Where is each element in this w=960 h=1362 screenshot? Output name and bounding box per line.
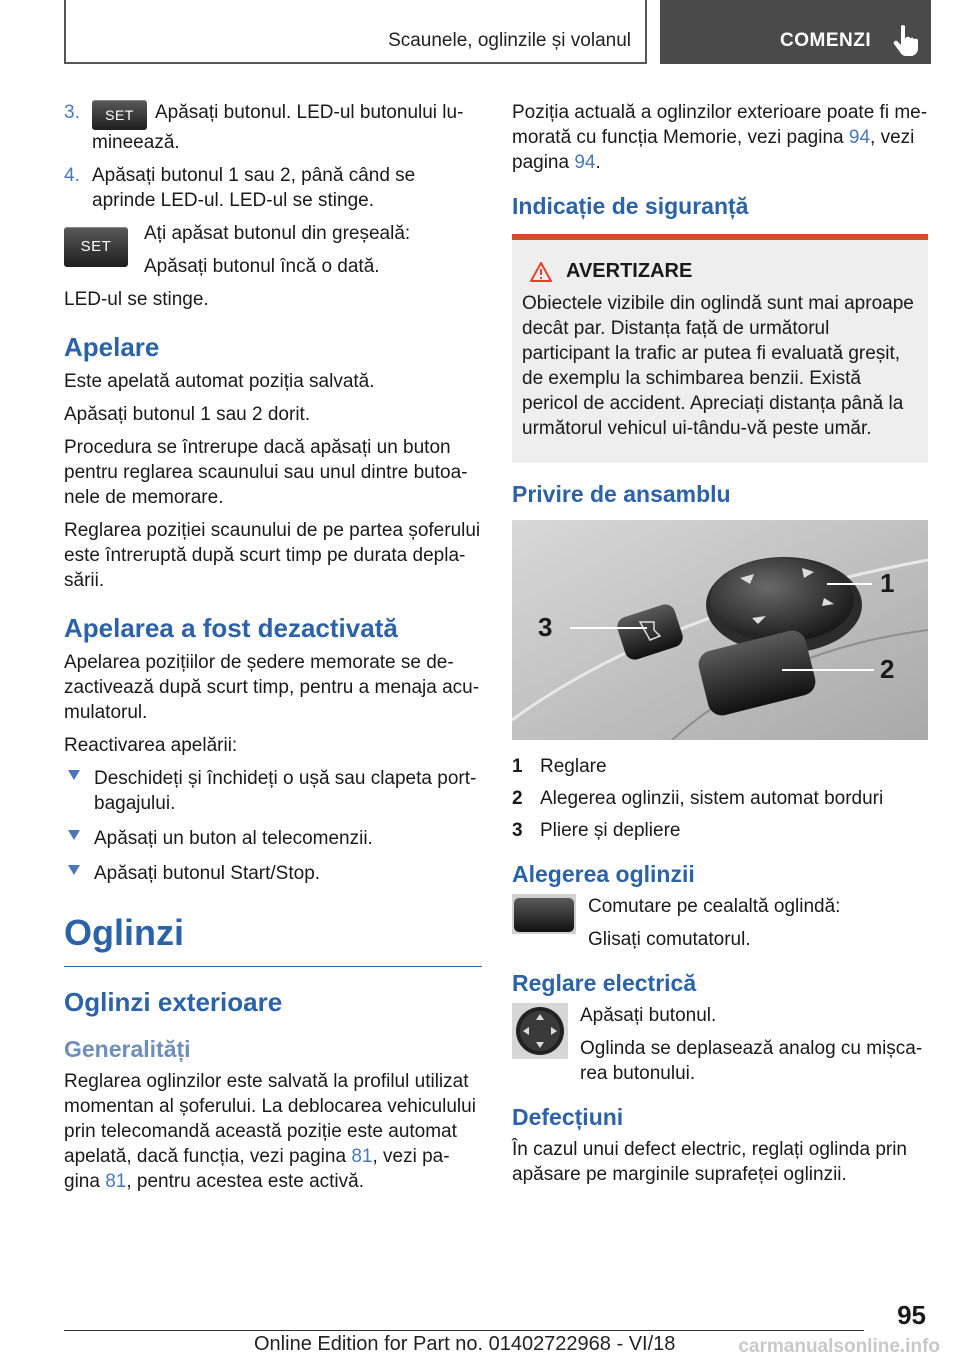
heading-oglinzi: Oglinzi (64, 912, 482, 967)
paragraph: Este apelată automat poziția salvată. (64, 371, 375, 392)
paragraph: Reactivarea apelării: (64, 735, 238, 756)
heading-ansamblu: Privire de ansamblu (512, 481, 731, 507)
step-3 (64, 100, 482, 155)
paragraph-memorie: Poziția actuală a oglinzilor exterioare poate fi me‐morată cu funcția Memorie, vezi pagina 94, vezi pagina 94. (512, 102, 928, 173)
set-button-image: SET (64, 227, 128, 267)
mirror-adjust-knob-icon (512, 1003, 568, 1059)
wrong-press-note (64, 221, 482, 279)
triangle-bullet-icon (68, 770, 80, 780)
page-link[interactable]: 81 (351, 1146, 373, 1167)
watermark: carmanualsonline.info (738, 1336, 940, 1357)
mirror-switch-icon (512, 894, 576, 934)
note-line: Apăsați butonul încă o dată. (144, 256, 380, 277)
paragraph: LED-ul se stinge. (64, 289, 209, 310)
heading-defectiuni: Defecțiuni (512, 1104, 624, 1130)
paragraph: În cazul unui defect electric, reglați oglinda prin apăsare pe marginile suprafeței oglinzii. (512, 1139, 908, 1185)
step-text: Apăsați butonul. LED-ul butonului lu‐mineează. (92, 102, 464, 153)
mirror-controls-photo (512, 520, 928, 740)
page-number: 95 (897, 1300, 926, 1330)
photo-label-2: 2 (880, 654, 895, 684)
page-header (64, 0, 931, 64)
legend-item: 2 Alegerea oglinzii, sistem automat borduri (512, 788, 884, 809)
heading-generalitati: Generalități (64, 1036, 191, 1062)
chapter-title: COMENZI (780, 30, 872, 51)
page-link[interactable]: 94 (848, 127, 871, 148)
set-button-image: SET (92, 100, 147, 130)
legend-item: 1 Reglare (512, 756, 607, 777)
section-title: Scaunele, oglinzile și volanul (388, 30, 631, 51)
left-column (64, 100, 482, 1202)
paragraph: Apăsați butonul 1 sau 2 dorit. (64, 404, 311, 425)
list-item: Apăsați butonul Start/Stop. (64, 861, 482, 886)
footer-divider (64, 1330, 864, 1331)
heading-electrica: Reglare electrică (512, 970, 697, 996)
triangle-bullet-icon (68, 830, 80, 840)
heading-siguranta: Indicație de siguranță (512, 193, 749, 219)
warning-title: AVERTIZARE (520, 260, 920, 283)
section-tab (64, 0, 647, 64)
photo-label-3: 3 (538, 612, 553, 642)
chapter-tab (660, 0, 931, 64)
heading-dezactivata: Apelarea a fost dezactivată (64, 613, 398, 643)
paragraph: Apelarea pozițiilor de ședere memorate se de‐zactivează după scurt timp, pentru a menaja acu‐mulatorul. (64, 652, 480, 723)
list-item: Apăsați un buton al telecomenzii. (64, 826, 482, 851)
page-link[interactable]: 94 (574, 152, 596, 173)
warning-text: Obiectele vizibile din oglindă sunt mai aproape decât par. Distanța față de următorul participant la trafic ar putea fi evaluată greșit, de exemplu la schimbarea benzii. Există pericol de accident. Apreciați distanța până la următorul vehicul ui‐tându-vă peste umăr. (522, 293, 914, 439)
paragraph-generalitati: Reglarea oglinzilor este salvată la profilul utilizat momentan al șoferului. La deblocarea vehiculului prin telecomandă această poziție este automat apelată, dacă funcția, vezi pagina 81, vezi pa‐gina 81, pentru acestea este activă. (64, 1071, 476, 1192)
photo-label-1: 1 (880, 568, 895, 598)
heading-apelare: Apelare (64, 332, 160, 362)
heading-alegerea: Alegerea oglinzii (512, 861, 695, 887)
alegerea-instructions: Comutare pe cealaltă oglindă: Glisați comutatorul. (512, 894, 928, 952)
triangle-bullet-icon (68, 865, 80, 875)
page-link[interactable]: 81 (105, 1171, 127, 1192)
list-item: Deschideți și închideți o ușă sau clapeta port‐bagajului. (64, 766, 482, 816)
paragraph: Procedura se întrerupe dacă apăsați un buton pentru reglarea scaunului sau unul dintre butoa‐nele de memorare. (64, 437, 468, 508)
electrica-instructions: Apăsați butonul. Oglinda se deplasează analog cu mișca‐rea butonului. (512, 1003, 928, 1086)
legend-item: 3 Pliere și depliere (512, 820, 681, 841)
warning-triangle-icon (530, 262, 552, 282)
edition-text: Online Edition for Part no. 01402722968 - VI/18 (254, 1333, 676, 1355)
warning-box (512, 234, 928, 463)
step-text: Apăsați butonul 1 sau 2, până când se aprinde LED-ul. LED-ul se stinge. (92, 165, 416, 211)
pointing-hand-icon (892, 24, 920, 56)
note-line: Ați apăsat butonul din greșeală: (144, 223, 411, 244)
step-4 (64, 163, 482, 213)
right-column (512, 100, 928, 1195)
step-number: 3. (64, 102, 80, 123)
step-number: 4. (64, 165, 80, 186)
heading-oglinzi-exterioare: Oglinzi exterioare (64, 987, 283, 1017)
paragraph: Reglarea poziției scaunului de pe partea șoferului este întreruptă după scurt timp pe durata depla‐sării. (64, 520, 481, 591)
